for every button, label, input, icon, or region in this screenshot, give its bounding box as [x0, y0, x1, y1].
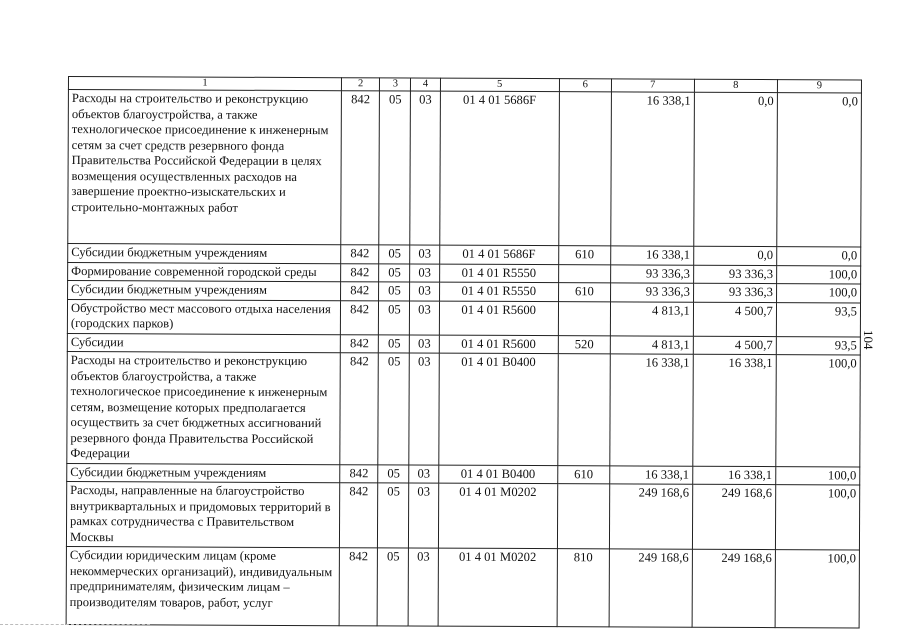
- percent-cell: 100,0: [775, 550, 859, 628]
- subsection-code-cell: 03: [410, 334, 439, 353]
- ministry-code-cell: 842: [340, 300, 379, 334]
- table-row: [68, 90, 862, 247]
- planned-amount-cell: 4 813,1: [610, 301, 693, 335]
- row-name-cell: Расходы на строительство и реконструкцию объектов благоустройства, а также технологическое присоединение к инженерным сетям за счет средств резервного фонда Правительства Российской Федерации в целях возмещения осуществленных расходов на завершение проектно-изыскательских и строительно-монтажных работ: [68, 90, 342, 245]
- subsection-code-cell: 03: [410, 245, 439, 264]
- executed-amount-cell: 4 500,7: [693, 302, 776, 336]
- target-article-cell: 01 4 01 M0202: [438, 548, 558, 627]
- expense-type-cell: [559, 264, 611, 283]
- expense-type-cell: [558, 354, 610, 466]
- ministry-code-cell: 842: [341, 263, 379, 282]
- ministry-code-cell: 842: [341, 245, 379, 264]
- expense-type-cell: 610: [558, 465, 610, 484]
- table-row: [66, 481, 859, 549]
- header-cell-col8: 8: [694, 79, 777, 92]
- section-code-cell: 05: [379, 263, 410, 282]
- ministry-code-cell: 842: [340, 334, 378, 353]
- ministry-code-cell: 842: [341, 91, 380, 245]
- ministry-code-cell: 842: [340, 282, 378, 301]
- expense-type-cell: 520: [558, 335, 610, 354]
- header-cell-col5: 5: [440, 78, 559, 92]
- row-name-cell: Субсидии бюджетным учреждениям: [67, 463, 340, 483]
- target-article-cell: 01 4 01 B0400: [438, 465, 557, 484]
- table-row: [67, 299, 860, 336]
- ministry-code-cell: 842: [340, 464, 378, 483]
- table-row: [66, 546, 859, 627]
- planned-amount-cell: 93 336,3: [610, 264, 693, 283]
- planned-amount-cell: 16 338,1: [610, 354, 694, 466]
- planned-amount-cell: 16 338,1: [610, 465, 693, 484]
- percent-cell: 100,0: [776, 265, 860, 284]
- row-name-cell: Обустройство мест массового отдыха населения (городских парков): [67, 299, 340, 334]
- header-cell-col6: 6: [559, 79, 611, 92]
- expense-type-cell: [558, 301, 610, 335]
- expense-type-cell: 610: [558, 283, 610, 302]
- target-article-cell: 01 4 01 5686F: [439, 91, 559, 246]
- subsection-code-cell: 03: [409, 548, 438, 626]
- scan-artifact-line: [0, 624, 150, 626]
- section-code-cell: 05: [378, 464, 409, 483]
- planned-amount-cell: 4 813,1: [610, 335, 693, 354]
- executed-amount-cell: 249 168,6: [692, 484, 775, 549]
- executed-amount-cell: 0,0: [694, 92, 778, 246]
- page-number: 104: [861, 330, 876, 350]
- section-code-cell: 05: [379, 91, 411, 245]
- target-article-cell: 01 4 01 M0202: [438, 483, 558, 549]
- subsection-code-cell: 03: [409, 483, 438, 548]
- subsection-code-cell: 03: [409, 353, 439, 465]
- subsection-code-cell: 03: [410, 91, 440, 245]
- executed-amount-cell: 16 338,1: [693, 354, 777, 466]
- section-code-cell: 05: [379, 334, 410, 353]
- target-article-cell: 01 4 01 B0400: [438, 353, 558, 465]
- row-name-cell: Субсидии бюджетным учреждениям: [68, 281, 341, 301]
- header-cell-col1: 1: [68, 77, 341, 91]
- executed-amount-cell: 16 338,1: [693, 466, 776, 485]
- percent-cell: 93,5: [776, 302, 860, 336]
- section-code-cell: 05: [379, 245, 410, 264]
- executed-amount-cell: 93 336,3: [693, 283, 776, 302]
- subsection-code-cell: 03: [410, 263, 439, 282]
- ministry-code-cell: 842: [339, 483, 378, 548]
- expense-type-cell: [557, 484, 609, 549]
- percent-cell: 100,0: [776, 466, 860, 485]
- target-article-cell: 01 4 01 5686F: [439, 245, 558, 264]
- percent-cell: 93,5: [776, 336, 860, 355]
- target-article-cell: 01 4 01 R5600: [439, 335, 558, 354]
- expense-type-cell: 610: [559, 246, 611, 265]
- header-cell-col2: 2: [341, 78, 379, 91]
- row-name-cell: Формирование современной городской среды: [68, 262, 341, 282]
- subsection-code-cell: 03: [409, 464, 438, 483]
- header-cell-col7: 7: [611, 79, 694, 92]
- executed-amount-cell: 0,0: [694, 246, 777, 265]
- target-article-cell: 01 4 01 R5550: [439, 264, 558, 283]
- executed-amount-cell: 249 168,6: [692, 549, 775, 627]
- table-row: [67, 351, 860, 466]
- ministry-code-cell: 842: [339, 548, 378, 626]
- row-name-cell: Субсидии: [67, 333, 340, 353]
- header-cell-col3: 3: [380, 78, 411, 91]
- planned-amount-cell: 16 338,1: [610, 246, 693, 265]
- percent-cell: 100,0: [776, 284, 860, 303]
- subsection-code-cell: 03: [410, 282, 439, 301]
- planned-amount-cell: 16 338,1: [611, 92, 695, 246]
- expense-type-cell: [559, 92, 612, 246]
- section-code-cell: 05: [379, 282, 410, 301]
- executed-amount-cell: 4 500,7: [693, 336, 776, 355]
- target-article-cell: 01 4 01 R5600: [439, 301, 559, 336]
- planned-amount-cell: 93 336,3: [610, 283, 693, 302]
- header-cell-col4: 4: [411, 78, 440, 91]
- table-body: [66, 90, 861, 628]
- row-name-cell: Расходы на строительство и реконструкцию объектов благоустройства, а также технологическое присоединение к инженерным сетям, возмещение которых предполагается осуществить за счет бюджетных ассигнований резервного фонда Правительства Российской Федерации: [67, 351, 340, 464]
- section-code-cell: 05: [377, 548, 408, 626]
- section-code-cell: 05: [379, 300, 410, 334]
- section-code-cell: 05: [378, 353, 410, 465]
- planned-amount-cell: 249 168,6: [609, 549, 692, 627]
- row-name-cell: Субсидии юридическим лицам (кроме некоммерческих организаций), индивидуальным предпринимателям, физическим лицам – производителям товаров, работ, услуг: [66, 546, 339, 625]
- row-name-cell: Субсидии бюджетным учреждениям: [68, 244, 341, 264]
- section-code-cell: 05: [378, 483, 409, 548]
- budget-table: [66, 76, 862, 628]
- percent-cell: 100,0: [775, 485, 859, 550]
- expense-type-cell: 810: [557, 549, 609, 627]
- ministry-code-cell: 842: [340, 353, 379, 465]
- row-name-cell: Расходы, направленные на благоустройство внутриквартальных и придомовых территорий в рамках сотрудничества с Правительством Москвы: [66, 481, 339, 547]
- executed-amount-cell: 93 336,3: [693, 265, 776, 284]
- target-article-cell: 01 4 01 R5550: [439, 282, 558, 301]
- percent-cell: 100,0: [776, 355, 861, 467]
- subsection-code-cell: 03: [410, 300, 439, 334]
- percent-cell: 0,0: [777, 93, 862, 247]
- planned-amount-cell: 249 168,6: [609, 484, 692, 549]
- percent-cell: 0,0: [777, 247, 861, 266]
- header-cell-col9: 9: [777, 80, 861, 93]
